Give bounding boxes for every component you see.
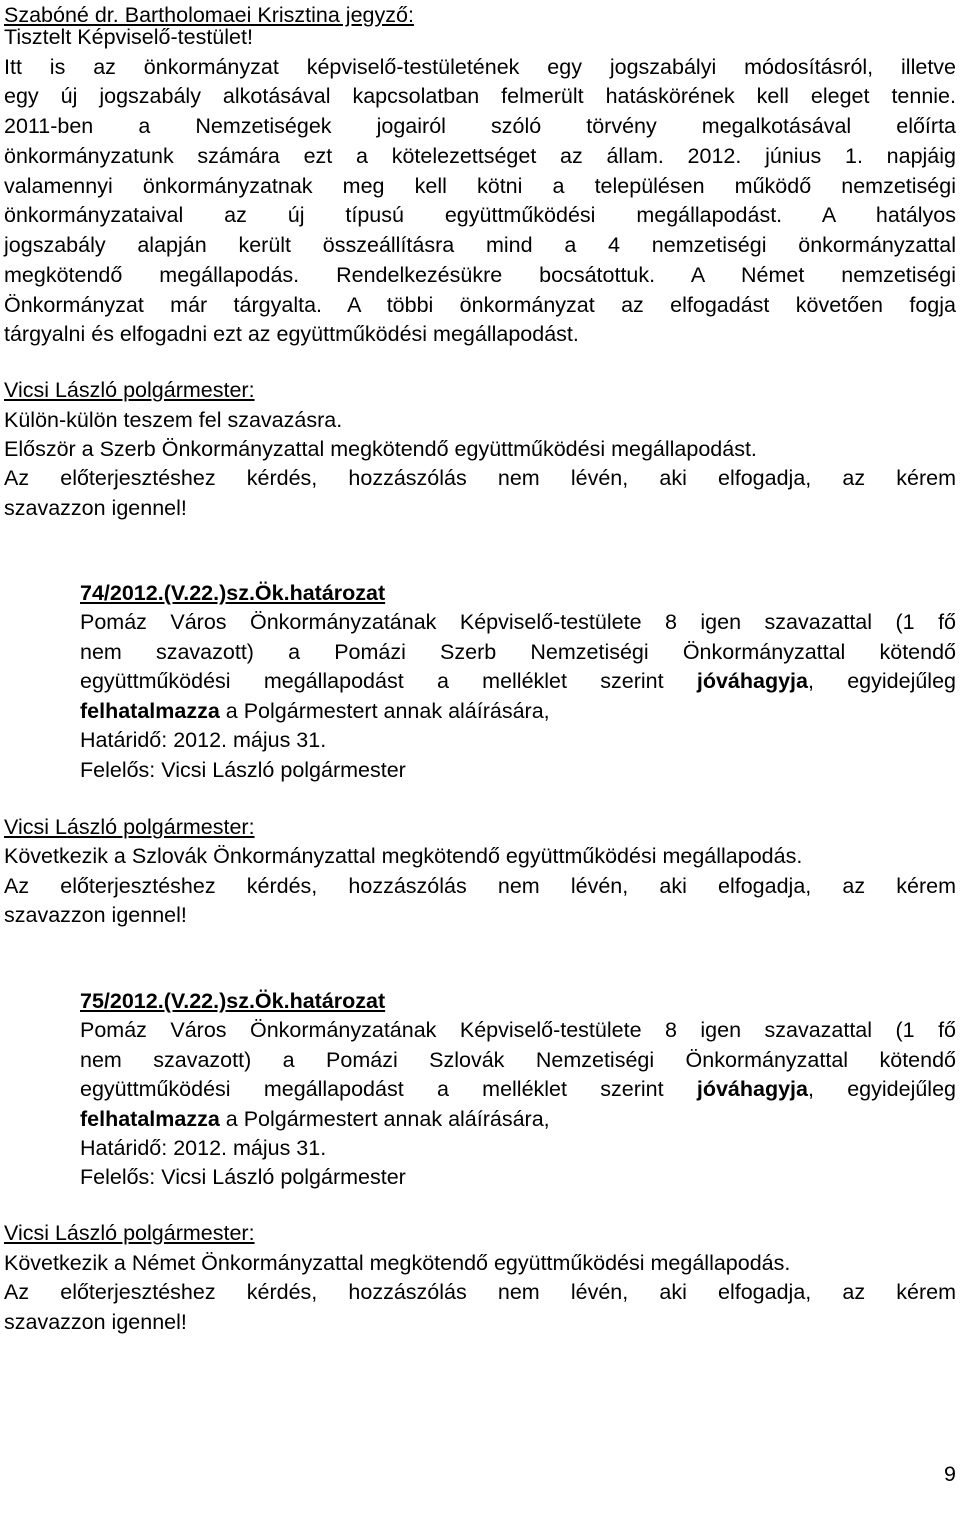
text-line: valamennyi önkormányzatnak meg kell kötni a településen működő nemzetiségi [4,174,956,198]
page-number: 9 [944,1462,956,1486]
resolution-number: 75/2012.(V.22.)sz.Ök.határozat [80,989,386,1013]
text-line: Következik a Szlovák Önkormányzattal megkötendő együttműködési megállapodás. [4,844,803,868]
text-line: jogszabály alapján került összeállításra mind a 4 nemzetiségi önkormányzattal [4,233,956,257]
resolution-number: 74/2012.(V.22.)sz.Ök.határozat [80,581,386,605]
approve-keyword: jóváhagyja [696,669,808,693]
text-line: egy új jogszabály alkotásával kapcsolatban felmerült hatáskörének kell eleget tennie. [4,84,956,108]
text-line: önkormányzatunk számára ezt a kötelezettséget az állam. 2012. június 1. napjáig [4,144,956,168]
speaker-mayor: Vicsi László polgármester: [4,1221,255,1245]
resolution-text: együttműködési megállapodást a melléklet szerint jóváhagyja, egyidejűleg [80,669,956,693]
text-line: Az előterjesztéshez kérdés, hozzászólás nem lévén, aki elfogadja, az kérem [4,874,956,898]
text-line: Önkormányzat már tárgyalta. A többi önkormányzat az elfogadást követően fogja [4,293,956,317]
resolution-deadline: Határidő: 2012. május 31. [80,728,327,752]
approve-keyword: jóváhagyja [696,1077,808,1101]
text-line: szavazzon igennel! [4,1310,187,1334]
resolution-text: nem szavazott) a Pomázi Szerb Nemzetiségi Önkormányzattal kötendő [80,640,956,664]
text-line: Külön-külön teszem fel szavazásra. [4,408,343,432]
resolution-text: felhatalmazza a Polgármestert annak aláírására, [80,1107,550,1131]
text-line: megkötendő megállapodás. Rendelkezésükre bocsátottuk. A Német nemzetiségi [4,263,956,287]
resolution-text: felhatalmazza a Polgármestert annak aláírására, [80,699,550,723]
salutation: Tisztelt Képviselő-testület! [4,25,253,49]
resolution-deadline: Határidő: 2012. május 31. [80,1136,327,1160]
resolution-text: Pomáz Város Önkormányzatának Képviselő-testülete 8 igen szavazattal (1 fő [80,1018,956,1042]
resolution-responsible: Felelős: Vicsi László polgármester [80,758,406,782]
resolution-responsible: Felelős: Vicsi László polgármester [80,1165,406,1189]
resolution-text: Pomáz Város Önkormányzatának Képviselő-testülete 8 igen szavazattal (1 fő [80,610,956,634]
authorize-keyword: felhatalmazza [80,1107,220,1131]
resolution-text: együttműködési megállapodást a melléklet szerint jóváhagyja, egyidejűleg [80,1077,956,1101]
speaker-mayor: Vicsi László polgármester: [4,815,255,839]
text-line: Következik a Német Önkormányzattal megkötendő együttműködési megállapodás. [4,1251,791,1275]
resolution-text: nem szavazott) a Pomázi Szlovák Nemzetiségi Önkormányzattal kötendő [80,1048,956,1072]
text-line: tárgyalni és elfogadni ezt az együttműködési megállapodást. [4,322,579,346]
text-line: szavazzon igennel! [4,903,187,927]
speaker-mayor: Vicsi László polgármester: [4,378,255,402]
authorize-keyword: felhatalmazza [80,699,220,723]
text-line: Az előterjesztéshez kérdés, hozzászólás nem lévén, aki elfogadja, az kérem [4,466,956,490]
text-line: Az előterjesztéshez kérdés, hozzászólás nem lévén, aki elfogadja, az kérem [4,1280,956,1304]
text-line: 2011-ben a Nemzetiségek jogairól szóló törvény megalkotásával előírta [4,114,956,138]
text-line: önkormányzataival az új típusú együttműködési megállapodást. A hatályos [4,203,956,227]
text-line: Itt is az önkormányzat képviselő-testületének egy jogszabályi módosításról, illetve [4,55,956,79]
speaker-notary: Szabóné dr. Bartholomaei Krisztina jegyző: [4,3,414,27]
text-line: Először a Szerb Önkormányzattal megkötendő együttműködési megállapodást. [4,437,757,461]
text-line: szavazzon igennel! [4,496,187,520]
